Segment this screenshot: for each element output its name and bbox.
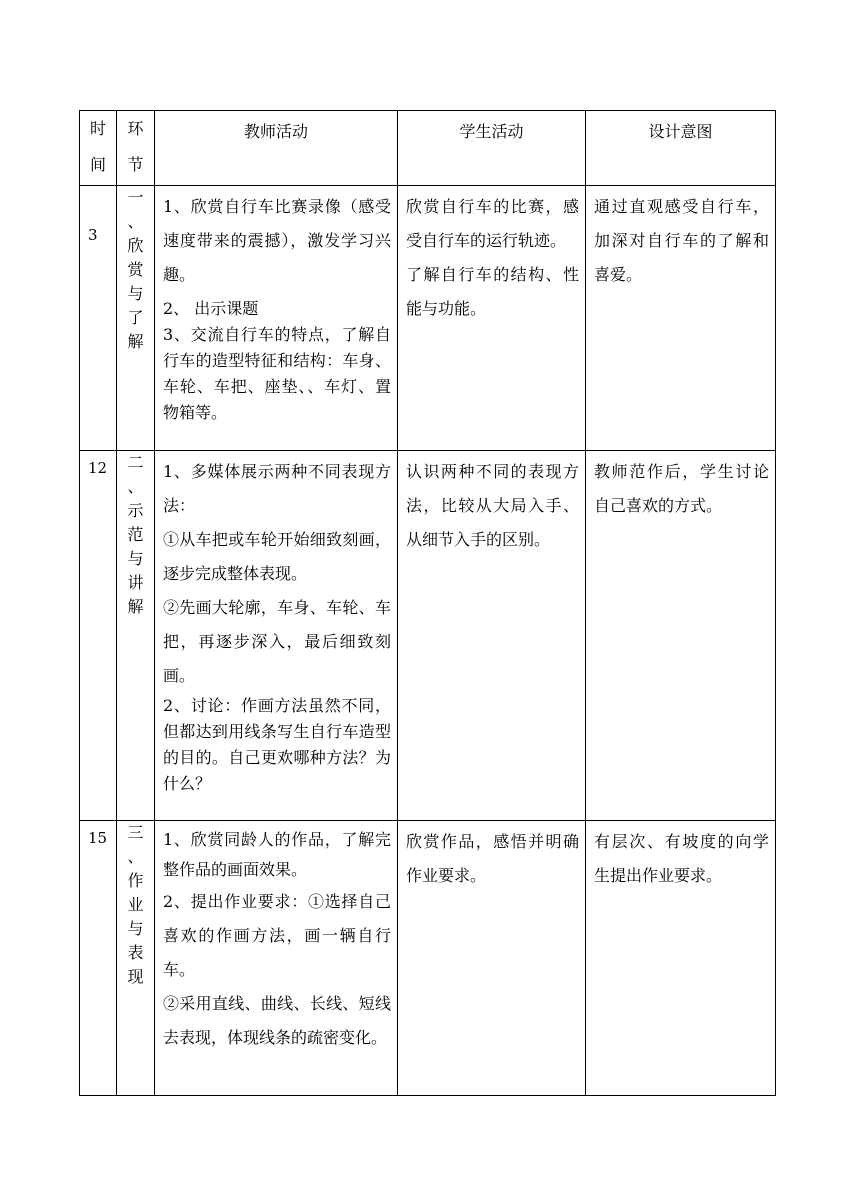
teacher-activity-text: ②先画大轮廓，车身、车轮、车把，再逐步深入，最后细致刻画。 bbox=[163, 598, 391, 685]
teacher-activity-text: 2、 出示课题 bbox=[163, 299, 259, 318]
header-design-intent: 设计意图 bbox=[586, 111, 776, 186]
table-row bbox=[80, 451, 776, 821]
student-activity-text: 了解自行车的结构、性能与功能。 bbox=[406, 265, 579, 318]
stage-char: 讲 bbox=[127, 573, 144, 592]
stage-char: 欣 bbox=[127, 236, 144, 255]
teacher-activity-text: 1、欣赏自行车比赛录像（感受速度带来的震撼），激发学习兴趣。 bbox=[163, 197, 391, 284]
stage-char: 表 bbox=[127, 943, 144, 962]
stage-char: 解 bbox=[127, 332, 144, 351]
stage-char: 现 bbox=[127, 967, 144, 986]
time-value: 3 bbox=[88, 226, 98, 244]
stage-char: 作 bbox=[127, 871, 144, 890]
teacher-activity-cell bbox=[155, 451, 398, 821]
header-teacher-activity: 教师活动 bbox=[155, 111, 398, 186]
teacher-activity-text: ②采用直线、曲线、长线、短线去表现，体现线条的疏密变化。 bbox=[163, 994, 391, 1047]
stage-char: 、 bbox=[127, 477, 144, 496]
design-intent-cell bbox=[586, 821, 776, 1096]
design-intent-text: 教师范作后，学生讨论自己喜欢的方式。 bbox=[594, 462, 769, 515]
time-value: 15 bbox=[88, 829, 108, 847]
student-activity-cell bbox=[398, 186, 586, 451]
teacher-activity-text: ①从车把或车轮开始细致刻画，逐步完成整体表现。 bbox=[163, 530, 391, 583]
student-activity-text: 认识两种不同的表现方法，比较从大局入手、从细节入手的区别。 bbox=[406, 462, 579, 549]
design-intent-text: 通过直观感受自行车，加深对自行车的了解和喜爱。 bbox=[594, 197, 769, 284]
header-time bbox=[80, 111, 117, 186]
stage-char: 三 bbox=[127, 823, 144, 842]
header-time-char: 时 bbox=[89, 119, 106, 138]
design-intent-text: 有层次、有坡度的向学生提出作业要求。 bbox=[594, 832, 769, 885]
teacher-activity-text: 2、提出作业要求：①选择自己喜欢的作画方法，画一辆自行车。 bbox=[163, 892, 391, 979]
header-row bbox=[80, 111, 776, 186]
design-intent-cell bbox=[586, 451, 776, 821]
header-stage bbox=[117, 111, 155, 186]
stage-char: 与 bbox=[127, 284, 144, 303]
table-row bbox=[80, 186, 776, 451]
teacher-activity-text: 2、讨论：作画方法虽然不同，但都达到用线条写生自行车造型的目的。自己更欢哪种方法？为什么？ bbox=[163, 696, 391, 793]
header-time-char: 间 bbox=[89, 155, 106, 174]
table-row bbox=[80, 821, 776, 1096]
stage-char: 与 bbox=[127, 549, 144, 568]
stage-char: 了 bbox=[127, 308, 144, 327]
stage-char: 范 bbox=[127, 525, 144, 544]
lesson-plan-table bbox=[79, 110, 776, 1096]
time-cell bbox=[80, 821, 117, 1096]
time-value: 12 bbox=[88, 459, 108, 477]
stage-cell bbox=[117, 451, 155, 821]
teacher-activity-cell bbox=[155, 186, 398, 451]
stage-char: 、 bbox=[127, 847, 144, 866]
student-activity-cell bbox=[398, 821, 586, 1096]
student-activity-cell bbox=[398, 451, 586, 821]
stage-cell bbox=[117, 821, 155, 1096]
student-activity-text: 欣赏自行车的比赛，感受自行车的运行轨迹。 bbox=[406, 197, 579, 250]
time-cell bbox=[80, 186, 117, 451]
teacher-activity-cell bbox=[155, 821, 398, 1096]
stage-char: 、 bbox=[127, 212, 144, 231]
design-intent-cell bbox=[586, 186, 776, 451]
stage-char: 示 bbox=[127, 501, 144, 520]
stage-cell bbox=[117, 186, 155, 451]
student-activity-text: 欣赏作品，感悟并明确作业要求。 bbox=[406, 832, 579, 885]
teacher-activity-text: 1、欣赏同龄人的作品，了解完整作品的画面效果。 bbox=[163, 830, 391, 879]
teacher-activity-text: 3、交流自行车的特点，了解自行车的造型特征和结构：车身、车轮、车把、座垫、、车灯、置物箱等。 bbox=[163, 325, 391, 422]
stage-char: 解 bbox=[127, 597, 144, 616]
time-cell bbox=[80, 451, 117, 821]
stage-char: 赏 bbox=[127, 260, 144, 279]
teacher-activity-text: 1、多媒体展示两种不同表现方法： bbox=[163, 462, 391, 515]
stage-char: 一 bbox=[127, 188, 144, 207]
header-stage-char: 环 bbox=[127, 119, 144, 138]
stage-char: 二 bbox=[127, 453, 144, 472]
header-student-activity: 学生活动 bbox=[398, 111, 586, 186]
header-stage-char: 节 bbox=[127, 155, 144, 174]
stage-char: 业 bbox=[127, 895, 144, 914]
stage-char: 与 bbox=[127, 919, 144, 938]
